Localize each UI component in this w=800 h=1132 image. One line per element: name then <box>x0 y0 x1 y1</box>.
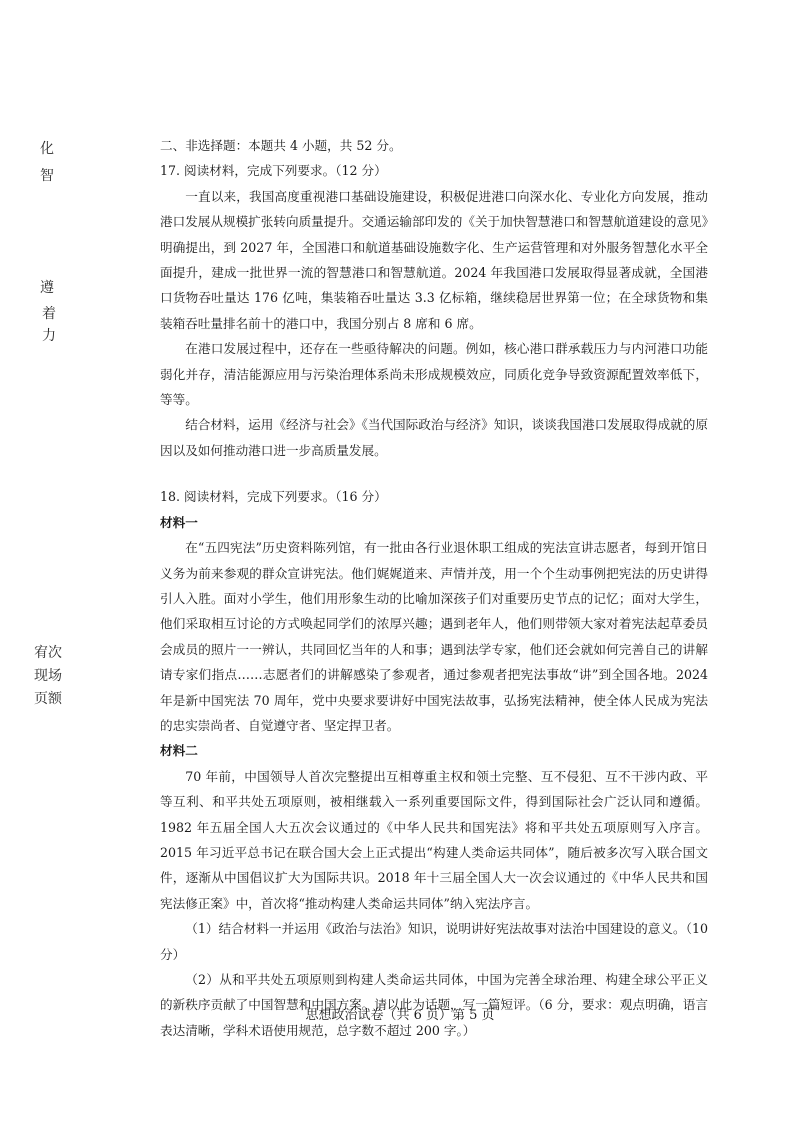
q18-subquestion-1: （1）结合材料一并运用《政治与法治》知识，说明讲好宪法故事对法治中国建设的意义。（10 分） <box>160 921 708 962</box>
spacer <box>160 463 708 484</box>
margin-fragment-6: 宥次 <box>34 645 62 661</box>
section-heading: 二、非选择题：本题共 4 小题，共 52 分。 <box>160 138 402 153</box>
q18-material-2-label: 材料二 <box>160 743 198 759</box>
margin-fragment-5: 力 <box>42 328 56 344</box>
q17-material-para-1: 一直以来，我国高度重视港口基础设施建设，积极促进港口向深水化、专业化方向发展，推动港口发展从规模扩张转向质量提升。交通运输部印发的《关于加快智慧港口和智慧航道建设的意见》明确提出，到 2027 年，全国港口和航道基础设施数字化、生产运营管理和对外服务智慧化水平全面提升，建成一批世界一流的智慧港口和智慧航道。2024 年我国港口发展取得显著成就，全国港口货物吞吐量达 176 亿吨，集装箱吞吐量达 3.3 亿标箱，继续稳居世界第一位；在全球货物和集装箱吞吐量排名前十的港口中，我国分别占 8 席和 6 席。 <box>160 188 708 331</box>
margin-fragment-7: 现场 <box>34 668 62 684</box>
margin-fragment-3: 遵 <box>40 280 54 296</box>
q17-task: 结合材料，运用《经济与社会》《当代国际政治与经济》知识，谈谈我国港口发展取得成就的原因以及如何推动港口进一步高质量发展。 <box>160 417 708 458</box>
q18-material-2-text: 70 年前，中国领导人首次完整提出互相尊重主权和领土完整、互不侵犯、互不干涉内政、平等互利、和平共处五项原则，被相继载入一系列重要国际文件，得到国际社会广泛认同和遵循。1982 年五届全国人大五次会议通过的《中华人民共和国宪法》将和平共处五项原则写入序言。2015 年习近平总书记在联合国大会上正式提出“构建人类命运共同体”，随后被多次写入联合国文件，逐渐从中国倡议扩大为国际共识。2018 年十三届全国人大一次会议通过的《中华人民共和国宪法修正案》中，首次将“推动构建人类命运共同体”纳入宪法序言。 <box>160 768 708 911</box>
q18-title: 18. 阅读材料，完成下列要求。（16 分） <box>160 489 387 505</box>
q17-title: 17. 阅读材料，完成下列要求。（12 分） <box>160 163 387 179</box>
page-footer: 思想政治试卷（共 6 页）第 5 页 <box>305 1008 495 1023</box>
margin-fragment-2: 智 <box>40 168 54 184</box>
q18-material-1-text: 在“五四宪法”历史资料陈列馆，有一批由各行业退休职工组成的宪法宣讲志愿者，每到开馆日义务为前来参观的群众宣讲宪法。他们娓娓道来、声情并茂，用一个个生动事例把宪法的历史讲得引人入胜。面对小学生，他们用形象生动的比喻加深孩子们对重要历史节点的记忆；面对大学生，他们采取相互讨论的方式唤起同学们的浓厚兴趣；遇到老年人，他们则带领大家对着宪法起草委员会成员的照片一一辨认，共同回忆当年的人和事；遇到法学专家，他们还会就如何完善自己的讲解请专家们指点……志愿者们的讲解感染了参观者，通过参观者把宪法事故“讲”到全国各地。2024 年是新中国宪法 70 周年，党中央要求要讲好中国宪法故事，弘扬宪法精神，使全体人民成为宪法的忠实崇尚者、自觉遵守者、坚定捍卫者。 <box>160 540 708 733</box>
margin-fragment-1: 化 <box>40 141 54 157</box>
q18-material-1-label: 材料一 <box>160 514 198 530</box>
exam-content <box>160 133 708 1043</box>
margin-fragment-8: 页额 <box>34 691 62 707</box>
q18-subquestion-2: （2）从和平共处五项原则到构建人类命运共同体，中国为完善全球治理、构建全球公平正义的新秩序贡献了中国智慧和中国方案。请以此为话题，写一篇短评。（6 分，要求：观点明确，语言表达清晰，学科术语使用规范，总字数不超过 200 字。） <box>160 972 708 1038</box>
margin-fragment-4: 着 <box>42 306 56 322</box>
q17-material-para-2: 在港口发展过程中，还存在一些亟待解决的问题。例如，核心港口群承载压力与内河港口功能弱化并存，清洁能源应用与污染治理体系尚未形成规模效应，同质化竞争导致资源配置效率低下，等等。 <box>160 341 708 408</box>
